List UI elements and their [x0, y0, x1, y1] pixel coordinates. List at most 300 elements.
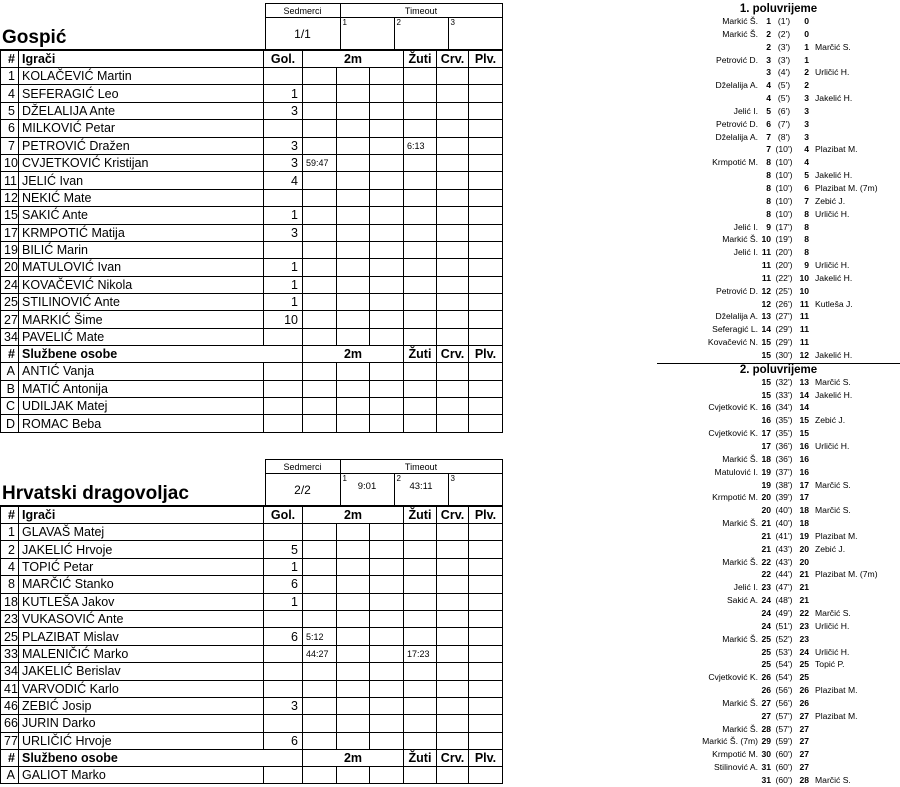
player-name: SAKIĆ Ante — [19, 207, 264, 224]
player-suspension-m1 — [303, 102, 337, 119]
log-event — [657, 79, 900, 92]
player-suspension-m2 — [337, 276, 370, 293]
player-suspension-m3 — [370, 576, 404, 593]
player-number: 77 — [1, 732, 19, 749]
sedmerci-label: Sedmerci — [265, 460, 340, 474]
home-scorer: Jelić I. — [733, 105, 758, 116]
player-goals — [264, 241, 303, 258]
player-suspension-m3 — [370, 154, 404, 171]
player-suspension-m3 — [370, 294, 404, 311]
log-event — [657, 349, 900, 362]
player-suspension-m2 — [337, 732, 370, 749]
col-two-minutes: 2m — [303, 51, 404, 68]
official-cell — [437, 380, 469, 397]
event-minute: (38') — [775, 479, 793, 490]
home-score: 31 — [761, 762, 771, 773]
home-scorer: Petrović D. — [715, 54, 758, 65]
log-event — [657, 28, 900, 41]
player-suspension-m2 — [337, 137, 370, 154]
log-event — [657, 182, 900, 195]
player-red — [437, 207, 469, 224]
player-suspension-m3 — [370, 645, 404, 662]
log-event — [657, 323, 900, 336]
player-suspension-m1 — [303, 541, 337, 558]
player-suspension-m3 — [370, 663, 404, 680]
col-yellow: Žuti — [404, 507, 437, 524]
player-number: 27 — [1, 311, 19, 328]
player-yellow — [404, 311, 437, 328]
timeout-slot-3 — [448, 18, 502, 50]
log-event — [657, 633, 900, 646]
log-event — [657, 453, 900, 466]
official-cell — [370, 767, 404, 784]
event-minute: (49') — [775, 607, 793, 618]
event-minute: (41') — [775, 530, 793, 541]
player-goals — [264, 189, 303, 206]
home-scorer: Seferagić L. — [712, 324, 758, 335]
player-name: SEFERAGIĆ Leo — [19, 85, 264, 102]
official-name: UDILJAK Matej — [19, 398, 264, 415]
player-yellow — [404, 85, 437, 102]
home-score: 18 — [761, 453, 771, 464]
home-score: 12 — [761, 285, 771, 296]
player-name: JAKELIĆ Berislav — [19, 663, 264, 680]
player-red — [437, 85, 469, 102]
player-name: MARKIĆ Šime — [19, 311, 264, 328]
players-header-row — [1, 507, 503, 524]
log-event — [657, 131, 900, 144]
player-suspension-m2 — [337, 68, 370, 85]
guest-scorer: Urličić H. — [815, 620, 850, 631]
player-red — [437, 541, 469, 558]
player-name: JELIĆ Ivan — [19, 172, 264, 189]
player-name: PLAZIBAT Mislav — [19, 628, 264, 645]
player-number: 10 — [1, 154, 19, 171]
home-score: 9 — [766, 221, 771, 232]
off-col-red: Crv. — [437, 346, 469, 363]
official-cell — [337, 363, 370, 380]
off-col-number: # — [1, 346, 19, 363]
player-suspension-m1 — [303, 593, 337, 610]
player-suspension-m1 — [303, 85, 337, 102]
player-suspension-m3 — [370, 680, 404, 697]
guest-scorer: Plazibat M. (7m) — [815, 182, 878, 193]
log-event — [657, 118, 900, 131]
home-score: 22 — [761, 569, 771, 580]
home-scorer: Krmpotić M. — [712, 157, 758, 168]
guest-score: 20 — [799, 556, 809, 567]
player-suspension-m2 — [337, 697, 370, 714]
event-minute: (39') — [775, 492, 793, 503]
event-minute: (27') — [775, 311, 793, 322]
player-goals: 1 — [264, 276, 303, 293]
player-name: VUKASOVIĆ Ante — [19, 610, 264, 627]
event-minute: (57') — [775, 723, 793, 734]
player-goals: 3 — [264, 154, 303, 171]
log-event — [657, 504, 900, 517]
player-suspension-m3 — [370, 85, 404, 102]
home-scorer: Petrović D. — [715, 118, 758, 129]
player-number: 5 — [1, 102, 19, 119]
player-goals: 10 — [264, 311, 303, 328]
event-minute: (10') — [775, 170, 793, 181]
log-event — [657, 54, 900, 67]
timeout-slot-3 — [448, 474, 502, 506]
player-row — [1, 715, 503, 732]
log-event — [657, 92, 900, 105]
player-suspension-m1 — [303, 524, 337, 541]
home-scorer: Markić Š. — [722, 453, 758, 464]
player-goals — [264, 715, 303, 732]
player-goals: 4 — [264, 172, 303, 189]
home-score: 2 — [766, 28, 771, 39]
event-minute: (5') — [777, 80, 791, 91]
home-score: 1 — [766, 16, 771, 26]
player-blue — [469, 68, 503, 85]
player-red — [437, 189, 469, 206]
home-scorer: Cvjetković K. — [708, 428, 758, 439]
guest-score: 17 — [799, 492, 809, 503]
player-red — [437, 663, 469, 680]
guest-score: 11 — [799, 324, 809, 335]
guest-scorer: Marčić S. — [815, 41, 851, 52]
guest-score: 16 — [799, 466, 809, 477]
home-score: 21 — [761, 530, 771, 541]
player-number: 46 — [1, 697, 19, 714]
player-suspension-m1 — [303, 732, 337, 749]
player-goals: 1 — [264, 85, 303, 102]
home-score: 15 — [761, 376, 771, 387]
player-blue — [469, 137, 503, 154]
official-cell — [469, 380, 503, 397]
player-goals: 5 — [264, 541, 303, 558]
home-score: 7 — [766, 144, 771, 155]
official-letter: A — [1, 767, 19, 784]
home-score: 15 — [761, 349, 771, 360]
home-score: 22 — [761, 556, 771, 567]
player-yellow — [404, 259, 437, 276]
timeout-slot-2 — [394, 18, 448, 50]
player-blue — [469, 645, 503, 662]
player-suspension-m2 — [337, 524, 370, 541]
player-row — [1, 558, 503, 575]
log-event — [657, 479, 900, 492]
player-suspension-m1 — [303, 172, 337, 189]
log-event — [657, 735, 900, 748]
player-name: JAKELIĆ Hrvoje — [19, 541, 264, 558]
player-goals — [264, 680, 303, 697]
event-minute: (47') — [775, 582, 793, 593]
log-event — [657, 723, 900, 736]
guest-score: 27 — [799, 723, 809, 734]
player-name: ZEBIĆ Josip — [19, 697, 264, 714]
team-sheet-hrvatski-dragovoljac — [0, 459, 502, 784]
guest-score: 25 — [799, 672, 809, 683]
guest-score: 4 — [804, 144, 809, 155]
player-row — [1, 541, 503, 558]
player-row — [1, 663, 503, 680]
col-red: Crv. — [437, 51, 469, 68]
player-name: BILIĆ Marin — [19, 241, 264, 258]
player-number: 1 — [1, 524, 19, 541]
official-cell — [404, 380, 437, 397]
event-minute: (17') — [775, 221, 793, 232]
player-row — [1, 680, 503, 697]
log-event — [657, 285, 900, 298]
player-row — [1, 102, 503, 119]
home-scorer: Markić Š. — [722, 28, 758, 39]
guest-scorer: Plazibat M. — [815, 530, 858, 541]
off-col-number: # — [1, 750, 19, 767]
player-red — [437, 328, 469, 345]
player-suspension-m3 — [370, 732, 404, 749]
player-suspension-m3 — [370, 276, 404, 293]
home-scorer: Cvjetković K. — [708, 402, 758, 413]
home-scorer: Kovačević N. — [707, 337, 758, 348]
player-number: 17 — [1, 224, 19, 241]
player-red — [437, 680, 469, 697]
col-goals: Gol. — [264, 51, 303, 68]
log-event — [657, 298, 900, 311]
player-row — [1, 154, 503, 171]
event-minute: (2') — [777, 28, 791, 39]
official-empty — [264, 415, 303, 432]
player-goals: 1 — [264, 593, 303, 610]
official-row — [1, 363, 503, 380]
player-goals — [264, 610, 303, 627]
guest-score: 25 — [799, 659, 809, 670]
guest-score: 21 — [799, 595, 809, 606]
timeout-number: 2 — [396, 18, 401, 27]
log-event — [657, 105, 900, 118]
off-col-blue: Plv. — [469, 346, 503, 363]
log-event — [657, 761, 900, 774]
event-minute: (5') — [777, 93, 791, 104]
guest-scorer: Kutleša J. — [815, 298, 853, 309]
home-scorer: Markić Š. — [722, 697, 758, 708]
player-yellow — [404, 102, 437, 119]
player-blue — [469, 732, 503, 749]
player-red — [437, 172, 469, 189]
guest-scorer: Jakelić H. — [815, 93, 853, 104]
col-players: Igrači — [19, 507, 264, 524]
home-scorer: Krmpotić M. — [712, 492, 758, 503]
event-minute: (54') — [775, 672, 793, 683]
guest-score: 11 — [799, 337, 809, 348]
player-suspension-m1 — [303, 610, 337, 627]
player-blue — [469, 241, 503, 258]
event-minute: (54') — [775, 659, 793, 670]
guest-score: 20 — [799, 543, 809, 554]
home-score: 8 — [766, 182, 771, 193]
player-yellow — [404, 328, 437, 345]
guest-scorer: Plazibat M. — [815, 144, 858, 155]
guest-score: 3 — [804, 131, 809, 142]
official-cell — [469, 363, 503, 380]
home-score: 25 — [761, 659, 771, 670]
event-minute: (7') — [777, 118, 791, 129]
official-row — [1, 415, 503, 432]
player-number: 41 — [1, 680, 19, 697]
event-minute: (43') — [775, 556, 793, 567]
official-empty — [264, 363, 303, 380]
player-blue — [469, 610, 503, 627]
event-minute: (35') — [775, 428, 793, 439]
player-row — [1, 593, 503, 610]
event-minute: (20') — [775, 260, 793, 271]
timeout-number: 2 — [396, 474, 401, 483]
home-score: 30 — [761, 749, 771, 760]
player-row — [1, 224, 503, 241]
player-suspension-m1 — [303, 259, 337, 276]
player-yellow — [404, 610, 437, 627]
guest-scorer: Topić P. — [815, 659, 845, 670]
player-red — [437, 715, 469, 732]
official-empty — [264, 380, 303, 397]
player-number: 6 — [1, 120, 19, 137]
guest-scorer: Jakelić H. — [815, 389, 853, 400]
home-scorer: Jelić I. — [733, 247, 758, 258]
player-number: 4 — [1, 85, 19, 102]
log-event — [657, 401, 900, 414]
event-minute: (59') — [775, 736, 793, 747]
official-cell — [469, 398, 503, 415]
log-event — [657, 684, 900, 697]
player-suspension-m1: 5:12 — [303, 628, 337, 645]
player-row — [1, 524, 503, 541]
official-cell — [404, 415, 437, 432]
event-minute: (40') — [775, 505, 793, 516]
player-suspension-m1 — [303, 328, 337, 345]
player-number: 4 — [1, 558, 19, 575]
guest-score: 8 — [804, 247, 809, 258]
player-number: 12 — [1, 189, 19, 206]
player-name: TOPIĆ Petar — [19, 558, 264, 575]
log-event — [657, 246, 900, 259]
guest-scorer: Urličić H. — [815, 208, 850, 219]
player-number: 20 — [1, 259, 19, 276]
home-score: 24 — [761, 595, 771, 606]
player-number: 15 — [1, 207, 19, 224]
player-suspension-m2 — [337, 294, 370, 311]
player-suspension-m2 — [337, 645, 370, 662]
guest-score: 13 — [799, 376, 809, 387]
log-event — [657, 607, 900, 620]
home-scorer: Jelić I. — [733, 221, 758, 232]
player-yellow: 6:13 — [404, 137, 437, 154]
home-scorer: Markić Š. — [722, 234, 758, 245]
player-yellow — [404, 541, 437, 558]
guest-score: 15 — [799, 415, 809, 426]
official-cell — [469, 767, 503, 784]
player-suspension-m2 — [337, 207, 370, 224]
guest-score: 10 — [799, 285, 809, 296]
guest-score: 27 — [799, 749, 809, 760]
player-yellow — [404, 558, 437, 575]
player-suspension-m1 — [303, 207, 337, 224]
player-yellow — [404, 715, 437, 732]
official-cell — [337, 398, 370, 415]
player-suspension-m3 — [370, 697, 404, 714]
guest-score: 3 — [804, 93, 809, 104]
player-name: GLAVAŠ Matej — [19, 524, 264, 541]
player-suspension-m2 — [337, 102, 370, 119]
player-suspension-m3 — [370, 241, 404, 258]
guest-score: 8 — [804, 208, 809, 219]
guest-scorer: Marčić S. — [815, 774, 851, 785]
player-row — [1, 732, 503, 749]
player-yellow — [404, 241, 437, 258]
official-letter: B — [1, 380, 19, 397]
guest-score: 28 — [799, 774, 809, 785]
guest-scorer: Zebić J. — [815, 543, 846, 554]
event-minute: (57') — [775, 710, 793, 721]
official-cell — [404, 363, 437, 380]
player-name: KUTLEŠA Jakov — [19, 593, 264, 610]
home-score: 11 — [761, 247, 771, 258]
player-suspension-m2 — [337, 541, 370, 558]
player-suspension-m2 — [337, 172, 370, 189]
log-event — [657, 620, 900, 633]
player-name: KOVAČEVIĆ Nikola — [19, 276, 264, 293]
guest-score: 2 — [804, 67, 809, 78]
guest-score: 11 — [799, 311, 809, 322]
event-minute: (53') — [775, 646, 793, 657]
col-red: Crv. — [437, 507, 469, 524]
player-suspension-m2 — [337, 715, 370, 732]
home-scorer: Dželalija A. — [715, 80, 758, 91]
log-event — [657, 66, 900, 79]
player-name: KRMPOTIĆ Matija — [19, 224, 264, 241]
player-blue — [469, 207, 503, 224]
log-event — [657, 259, 900, 272]
col-blue: Plv. — [469, 507, 503, 524]
player-suspension-m2 — [337, 610, 370, 627]
guest-score: 27 — [799, 762, 809, 773]
sedmerci-label: Sedmerci — [265, 4, 340, 18]
player-row — [1, 120, 503, 137]
event-minute: (1') — [777, 16, 791, 26]
player-suspension-m3 — [370, 715, 404, 732]
log-event — [657, 581, 900, 594]
guest-scorer: Jakelić H. — [815, 170, 853, 181]
event-minute: (56') — [775, 685, 793, 696]
event-minute: (19') — [775, 234, 793, 245]
guest-scorer: Zebić J. — [815, 195, 846, 206]
timeout-time: 43:11 — [409, 481, 433, 492]
player-red — [437, 102, 469, 119]
guest-scorer: Plazibat M. — [815, 710, 858, 721]
log-event — [657, 466, 900, 479]
event-minute: (3') — [777, 41, 791, 52]
player-blue — [469, 697, 503, 714]
timeout-slot-1 — [340, 474, 394, 506]
player-suspension-m1 — [303, 68, 337, 85]
player-suspension-m3 — [370, 311, 404, 328]
log-event — [657, 530, 900, 543]
player-yellow — [404, 276, 437, 293]
off-col-yellow: Žuti — [404, 346, 437, 363]
player-red — [437, 241, 469, 258]
player-suspension-m1: 44:27 — [303, 645, 337, 662]
event-minute: (8') — [777, 131, 791, 142]
col-two-minutes: 2m — [303, 507, 404, 524]
player-blue — [469, 558, 503, 575]
home-score: 31 — [761, 774, 771, 785]
home-score: 3 — [766, 54, 771, 65]
home-score: 20 — [761, 492, 771, 503]
guest-score: 0 — [804, 28, 809, 39]
